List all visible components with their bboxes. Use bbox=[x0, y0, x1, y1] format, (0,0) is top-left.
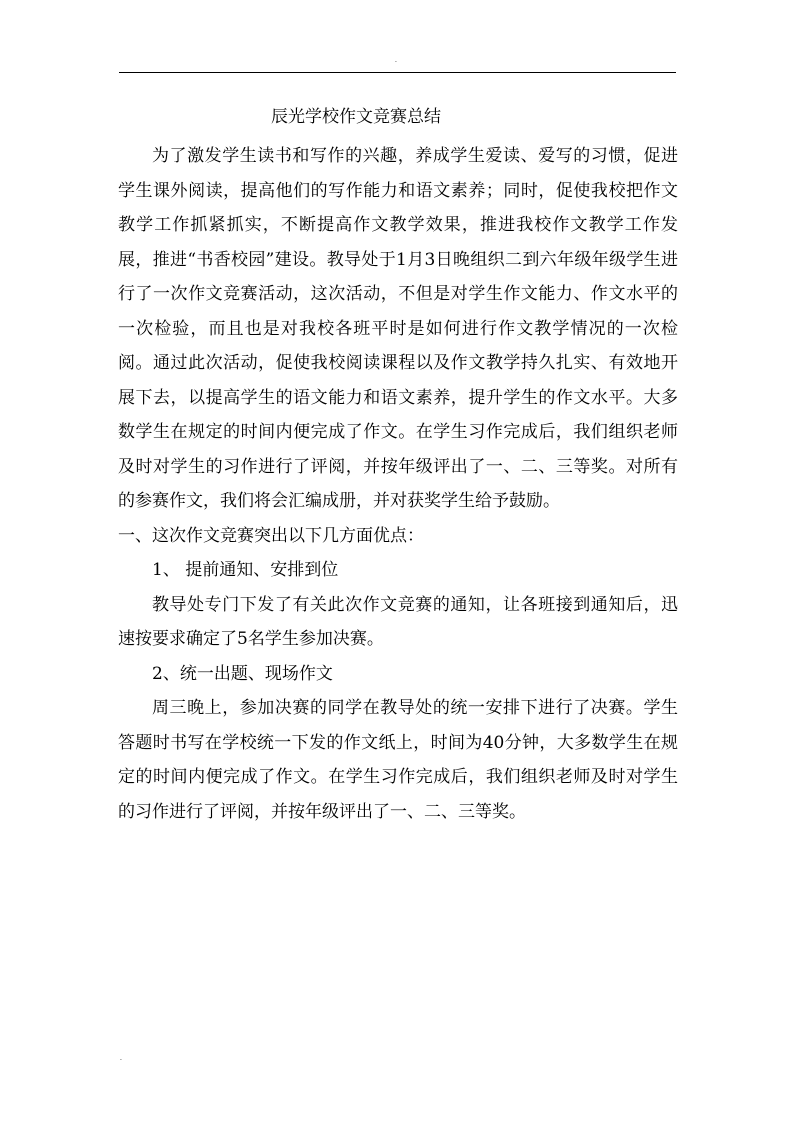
section-1-heading: 一、这次作文竞赛突出以下几方面优点： bbox=[118, 525, 424, 546]
document-title: 辰光学校作文竞赛总结 bbox=[271, 107, 441, 127]
item-2-paragraph: 周三晚上，参加决赛的同学在教导处的统一安排下进行了决赛。学生答题时书写在学校统一下发的作文纸上，时间为40分钟，大多数学生在规定的时间内便完成了作文。在学生习作完成后，我们组织老师及时对学生的习作进行了评阅，并按年级评出了一、二、三等奖。 bbox=[118, 698, 678, 822]
document-body bbox=[118, 105, 678, 829]
header-mark: . bbox=[395, 57, 397, 64]
item-2-heading: 2、统一出题、现场作文 bbox=[152, 663, 333, 684]
item-1-heading: 1、 提前通知、安排到位 bbox=[152, 560, 339, 580]
header-rule bbox=[119, 72, 676, 73]
intro-paragraph: 为了激发学生读书和写作的兴趣，养成学生爱读、爱写的习惯，促进学生课外阅读，提高他们的写作能力和语文素养；同时，促使我校把作文教学工作抓紧抓实，不断提高作文教学效果，推进我校作文教学工作发展，推进“书香校园”建设。教导处于1月3日晚组织二到六年级年级学生进行了一次作文竞赛活动，这次活动，不但是对学生作文能力、作文水平的一次检验，而且也是对我校各班平时是如何进行作文教学情况的一次检阅。通过此次活动，促使我校阅读课程以及作文教学持久扎实、有效地开展下去，以提高学生的语文能力和语文素养，提升学生的作文水平。大多数学生在规定的时间内便完成了作文。在学生习作完成后，我们组织老师及时对学生的习作进行了评阅，并按年级评出了一、二、三等奖。对所有的参赛作文，我们将会汇编成册，并对获奖学生给予鼓励。 bbox=[118, 146, 678, 511]
item-1-paragraph: 教导处专门下发了有关此次作文竞赛的通知，让各班接到通知后，迅速按要求确定了5名学生参加决赛。 bbox=[118, 594, 678, 649]
footer-mark: . bbox=[120, 1055, 122, 1062]
